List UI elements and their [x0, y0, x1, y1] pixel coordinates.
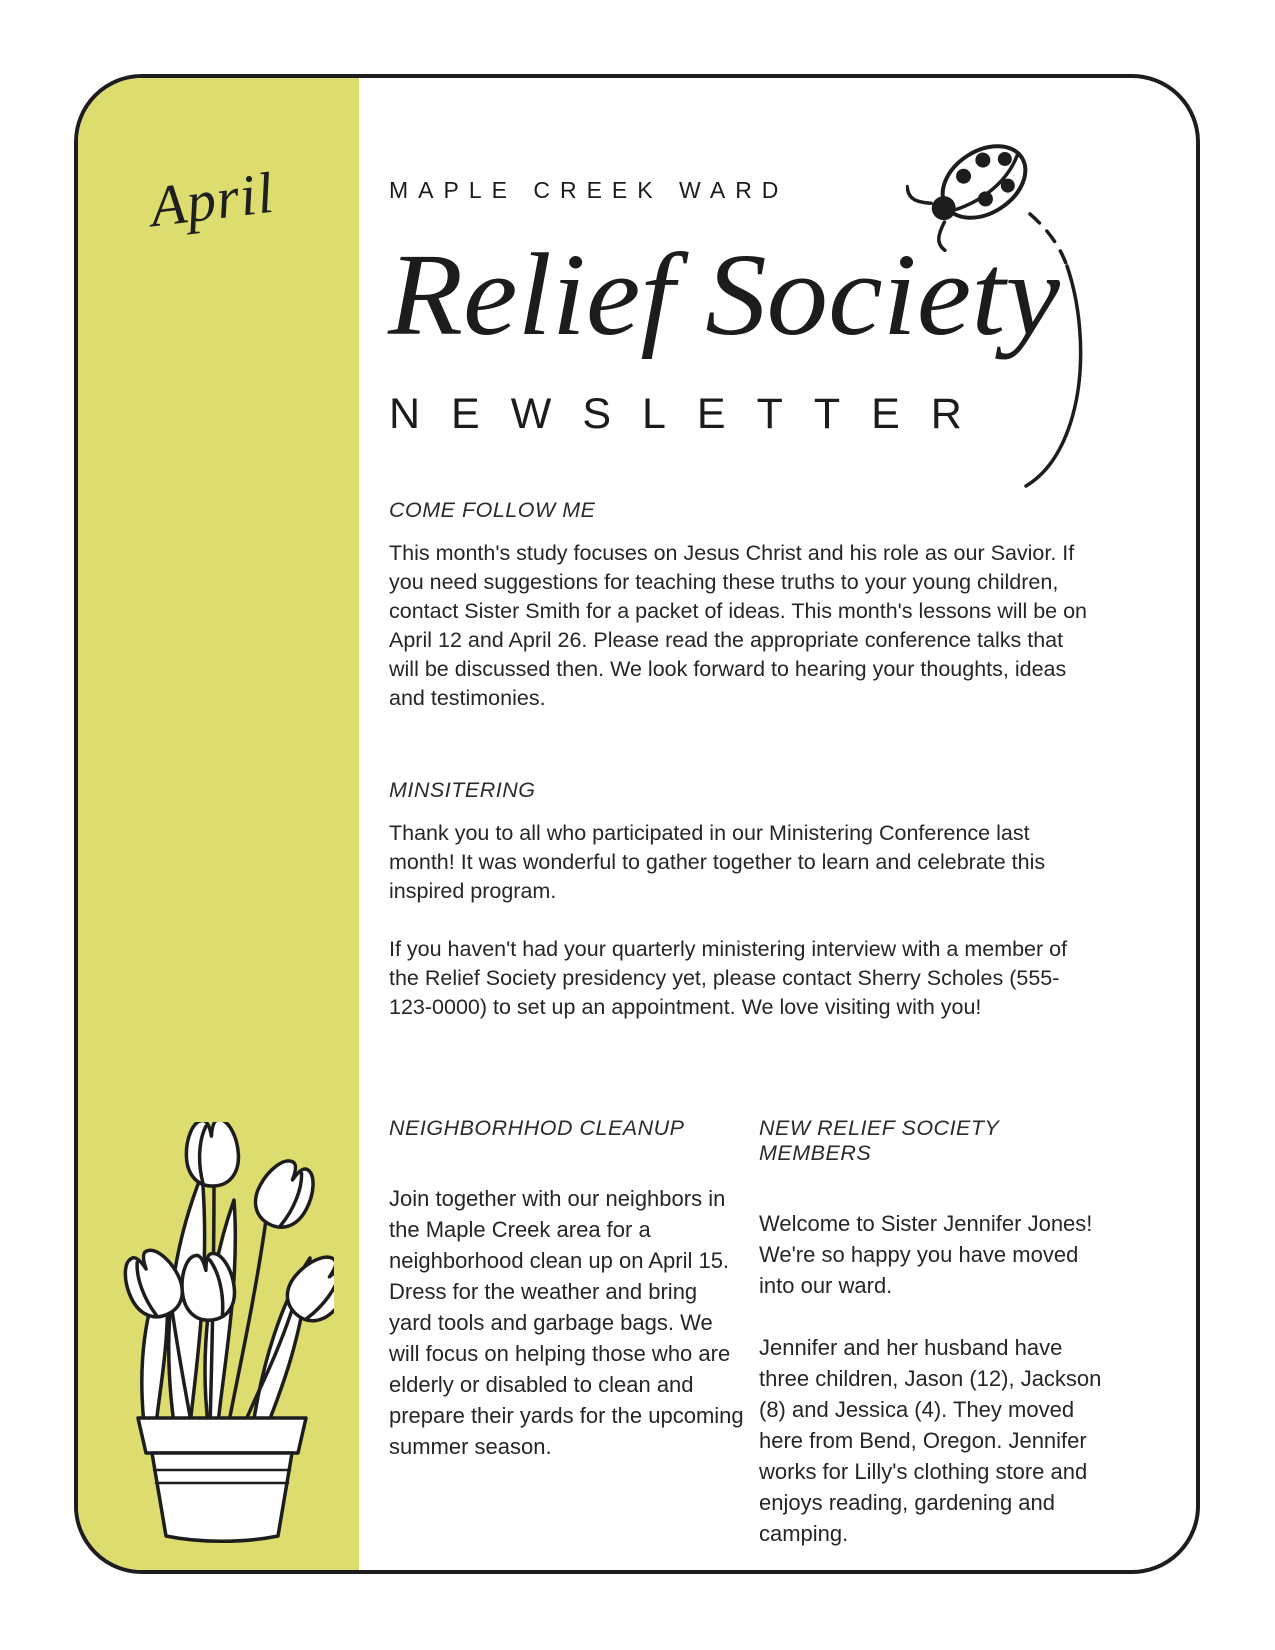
section-new-members: [759, 1116, 1111, 1549]
newsletter-subtitle: NEWSLETTER: [389, 390, 993, 438]
section-heading-new-members: NEW RELIEF SOCIETY MEMBERS: [759, 1116, 999, 1165]
accent-sidebar: [78, 78, 359, 1570]
page-frame: [74, 74, 1200, 1574]
section-ministering: [389, 778, 1095, 1022]
section-neighborhood-cleanup: [389, 1116, 745, 1462]
ward-name: MAPLE CREEK WARD: [389, 177, 789, 203]
section-heading-come-follow-me: COME FOLLOW ME: [389, 498, 596, 522]
script-title-text: Relief Society: [386, 229, 1061, 360]
section-come-follow-me: [389, 498, 1089, 713]
section-body-new-members-2: Jennifer and her husband have three children, Jason (12), Jackson (8) and Jessica (4). They moved here from Bend, Oregon. Jennifer works for Lilly's clothing store and enjoys reading, gardening and camping.: [759, 1335, 1102, 1546]
section-body-come-follow-me: This month's study focuses on Jesus Christ and his role as our Savior. If you need suggestions for teaching these truths to your young children, contact Sister Smith for a packet of ideas. This month's lessons will be on April 12 and April 26. Please read the appropriate conference talks that will be discussed then. We look forward to hearing your thoughts, ideas and testimonies.: [389, 541, 1088, 710]
section-body-new-members-1: Welcome to Sister Jennifer Jones! We're so happy you have moved into our ward.: [759, 1211, 1093, 1298]
section-body-ministering-2: If you haven't had your quarterly ministering interview with a member of the Relief Society presidency yet, please contact Sherry Scholes (555-123-0000) to set up an appointment. We love visiting with you!: [389, 937, 1068, 1019]
section-heading-neighborhood-cleanup: NEIGHBORHHOD CLEANUP: [389, 1116, 685, 1140]
ladybug-icon: [906, 118, 1116, 538]
section-body-neighborhood-cleanup: Join together with our neighbors in the Maple Creek area for a neighborhood clean up on April 15. Dress for the weather and bring yard tools and garbage bags. We will focus on helping those who are elderly or disabled to clean and prepare their yards for the upcoming summer season.: [389, 1186, 744, 1459]
month-label: April: [146, 159, 278, 240]
tulip-pot-icon: [112, 1122, 334, 1548]
section-heading-ministering: MINSITERING: [389, 778, 536, 802]
section-body-ministering-1: Thank you to all who participated in our Ministering Conference last month! It was wonderful to gather together to learn and celebrate this inspired program.: [389, 821, 1046, 903]
